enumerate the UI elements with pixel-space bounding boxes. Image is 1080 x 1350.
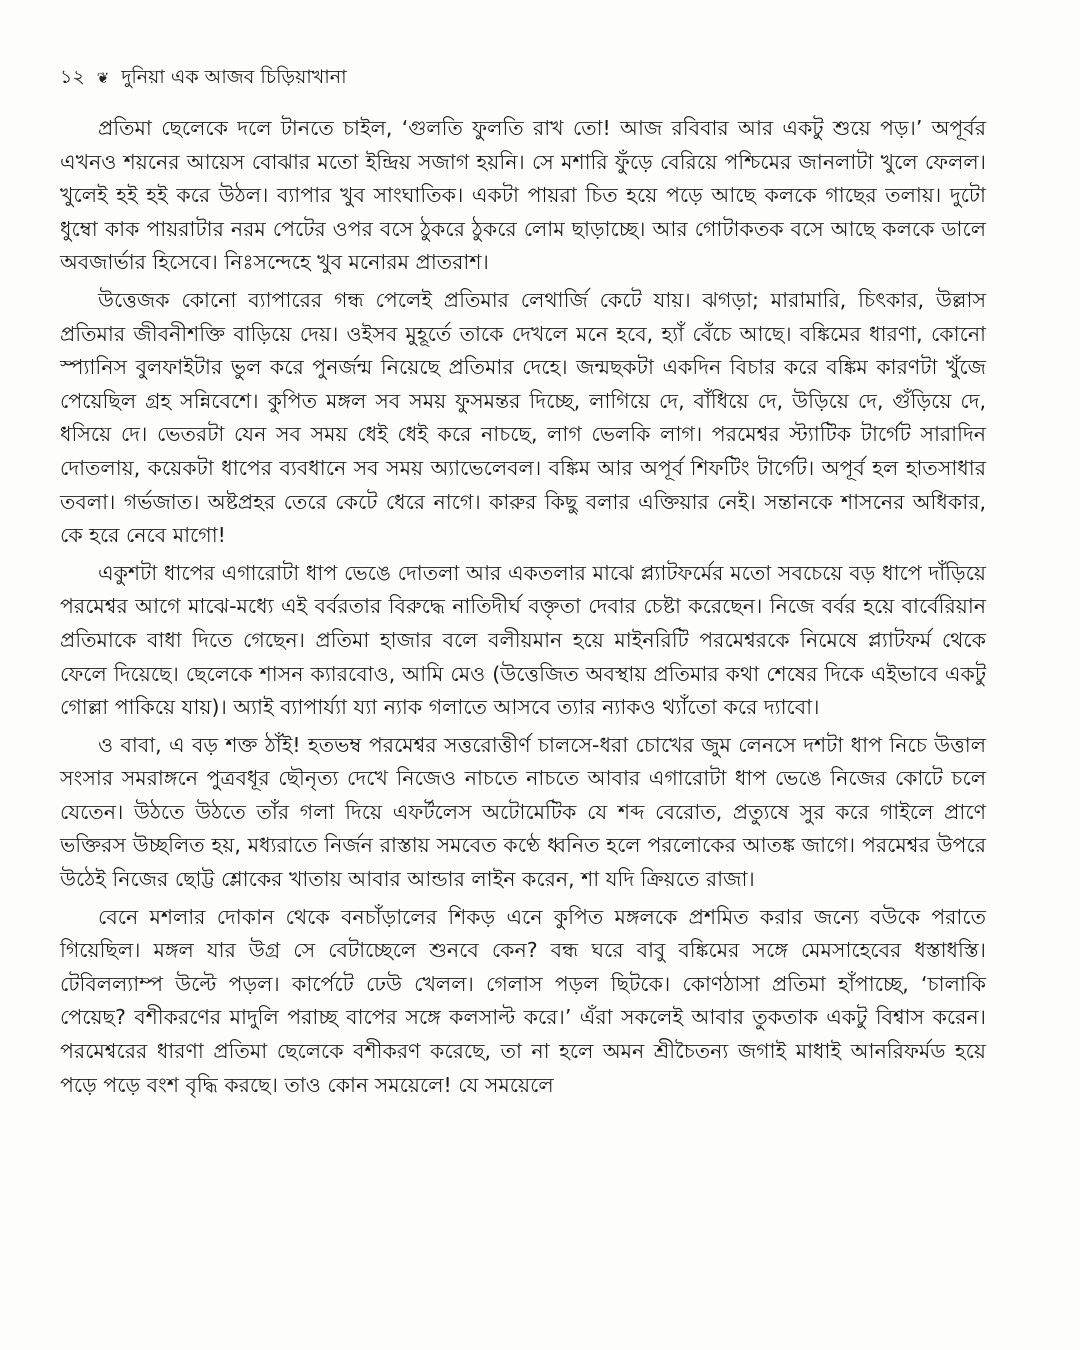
floral-ornament-icon: ❦: [96, 69, 110, 87]
book-title: দুনিয়া এক আজব চিড়িয়াখানা: [121, 66, 347, 88]
running-header: [60, 64, 347, 91]
paragraph: একুশটা ধাপের এগারোটা ধাপ ভেঙে দোতলা আর একতলার মাঝে প্ল্যাটফর্মের মতো সবচেয়ে বড় ধাপে দাঁড়িয়ে পরমেশ্বর আগে মাঝে-মধ্যে এই বর্বরতার বিরুদ্ধে নাতিদীর্ঘ বক্তৃতা দেবার চেষ্টা করেছেন। নিজে বর্বর হয়ে বার্বেরিয়ান প্রতিমাকে বাধা দিতে গেছেন। প্রতিমা হাজার বলে বলীয়মান হয়ে মাইনরিটি পরমেশ্বরকে নিমেষে প্ল্যাটফর্ম থেকে ফেলে দিয়েছে। ছেলেকে শাসন ক্যারবোও, আমি মেও (উত্তেজিত অবস্থায় প্রতিমার কথা শেষের দিকে এইভাবে একটু গোল্লা পাকিয়ে যায়)। অ্যাই ব্যাপার্য্যা য্যা ন্যাক গলাতে আসবে ত্যার ন্যাকও থ্যাঁতো করে দ্যাবো।: [60, 560, 986, 720]
paragraph: বেনে মশলার দোকান থেকে বনচাঁড়ালের শিকড় এনে কুপিত মঙ্গলকে প্রশমিত করার জন্যে বউকে পরাতে গিয়েছিল। মঙ্গল যার উগ্র সে বেটাচ্ছেলে শুনবে কেন? বন্ধ ঘরে বাবু বঙ্কিমের সঙ্গে মেমসাহেবের ধস্তাধস্তি। টেবিলল্যাম্প উল্টে পড়ল। কার্পেটে ঢেউ খেলল। গেলাস পড়ল ছিটকে। কোণঠাসা প্রতিমা হাঁপাচ্ছে, ‘চালাকি পেয়েছ? বশীকরণের মাদুলি পরাচ্ছ বাপের সঙ্গে কলসাল্ট করে।’ এঁরা সকলেই আবার তুকতাক একটু বিশ্বাস করেন। পরমেশ্বরের ধারণা প্রতিমা ছেলেকে বশীকরণ করেছে, তা না হলে অমন শ্রীচৈতন্য জগাই মাধাই আনরিফর্মড হয়ে পড়ে পড়ে বংশ বৃদ্ধি করছে। তাও কোন সময়েলে! যে সময়েলে: [60, 904, 986, 1097]
paragraph: প্রতিমা ছেলেকে দলে টানতে চাইল, ‘গুলতি ফুলতি রাখ তো! আজ রবিবার আর একটু শুয়ে পড়।’ অপূর্বর এখনও শয়নের আয়েস বোঝার মতো ইন্দ্রিয় সজাগ হয়নি। সে মশারি ফুঁড়ে বেরিয়ে পশ্চিমের জানলাটা খুলে ফেলল। খুলেই হই হই করে উঠল। ব্যাপার খুব সাংঘাতিক। একটা পায়রা চিত হয়ে পড়ে আছে কলকে গাছের তলায়। দুটো ধুম্বো কাক পায়রাটার নরম পেটের ওপর বসে ঠুকরে ঠুকরে লোম ছাড়াচ্ছে। আর গোটাকতক বসে আছে কলকে ডালে অবজার্ভার হিসেবে। নিঃসন্দেহে খুব মনোরম প্রাতরাশ।: [60, 116, 986, 275]
body-text: [60, 112, 986, 1102]
paragraph: ও বাবা, এ বড় শক্ত ঠাঁই! হতভম্ব পরমেশ্বর সত্তরোত্তীর্ণ চালসে-ধরা চোখের জুম লেনসে দশটা ধাপ নিচে উত্তাল সংসার সমরাঙ্গনে পুত্রবধূর ছৌনৃত্য দেখে নিজেও নাচতে নাচতে আবার এগারোটা ধাপ ভেঙে নিজের কোটে চলে যেতেন। উঠতে উঠতে তাঁর গলা দিয়ে এফর্টলেস অটোমেটিক যে শব্দ বেরোত, প্রত্যুষে সুর করে গাইলে প্রাণে ভক্তিরস উচ্ছলিত হয়, মধ্যরাতে নির্জন রাস্তায় সমবেত কণ্ঠে ধ্বনিত হলে পরলোকের আতঙ্ক জাগে। পরমেশ্বর উপরে উঠেই নিজের ছোট্ট শ্লোকের খাতায় আবার আন্ডার লাইন করেন, শা যদি ক্রিয়তে রাজা।: [60, 732, 986, 892]
paragraph: উত্তেজক কোনো ব্যাপারের গন্ধ পেলেই প্রতিমার লেথার্জি কেটে যায়। ঝগড়া; মারামারি, চিৎকার, উল্লাস প্রতিমার জীবনীশক্তি বাড়িয়ে দেয়। ওইসব মুহূর্তে তাকে দেখলে মনে হবে, হ্যাঁ বেঁচে আছে। বঙ্কিমের ধারণা, কোনো স্প্যানিস বুলফাইটার ভুল করে পুনর্জন্ম নিয়েছে প্রতিমার দেহে। জন্মছকটা একদিন বিচার করে বঙ্কিম কারণটা খুঁজে পেয়েছিল গ্রহ সন্নিবেশে। কুপিত মঙ্গল সব সময় ফুসমন্তর দিচ্ছে, লাগিয়ে দে, বাঁধিয়ে দে, উড়িয়ে দে, গুঁড়িয়ে দে, ধসিয়ে দে। ভেতরটা যেন সব সময় ধেই ধেই করে নাচছে, লাগ ভেলকি লাগ। পরমেশ্বর স্ট্যাটিক টার্গেট সারাদিন দোতলায়, কয়েকটা ধাপের ব্যবধানে সব সময় অ্যাভেলেবল। বঙ্কিম আর অপূর্ব শিফটিং টার্গেট। অপূর্ব হল হাতসাধার তবলা। গর্ভজাত। অষ্টপ্রহর তেরে কেটে ধেরে নাগে। কারুর কিছু বলার এক্তিয়ার নেই। সন্তানকে শাসনের অধিকার, কে হরে নেবে মাগো!: [60, 287, 986, 548]
page-number: ১২: [60, 66, 85, 88]
